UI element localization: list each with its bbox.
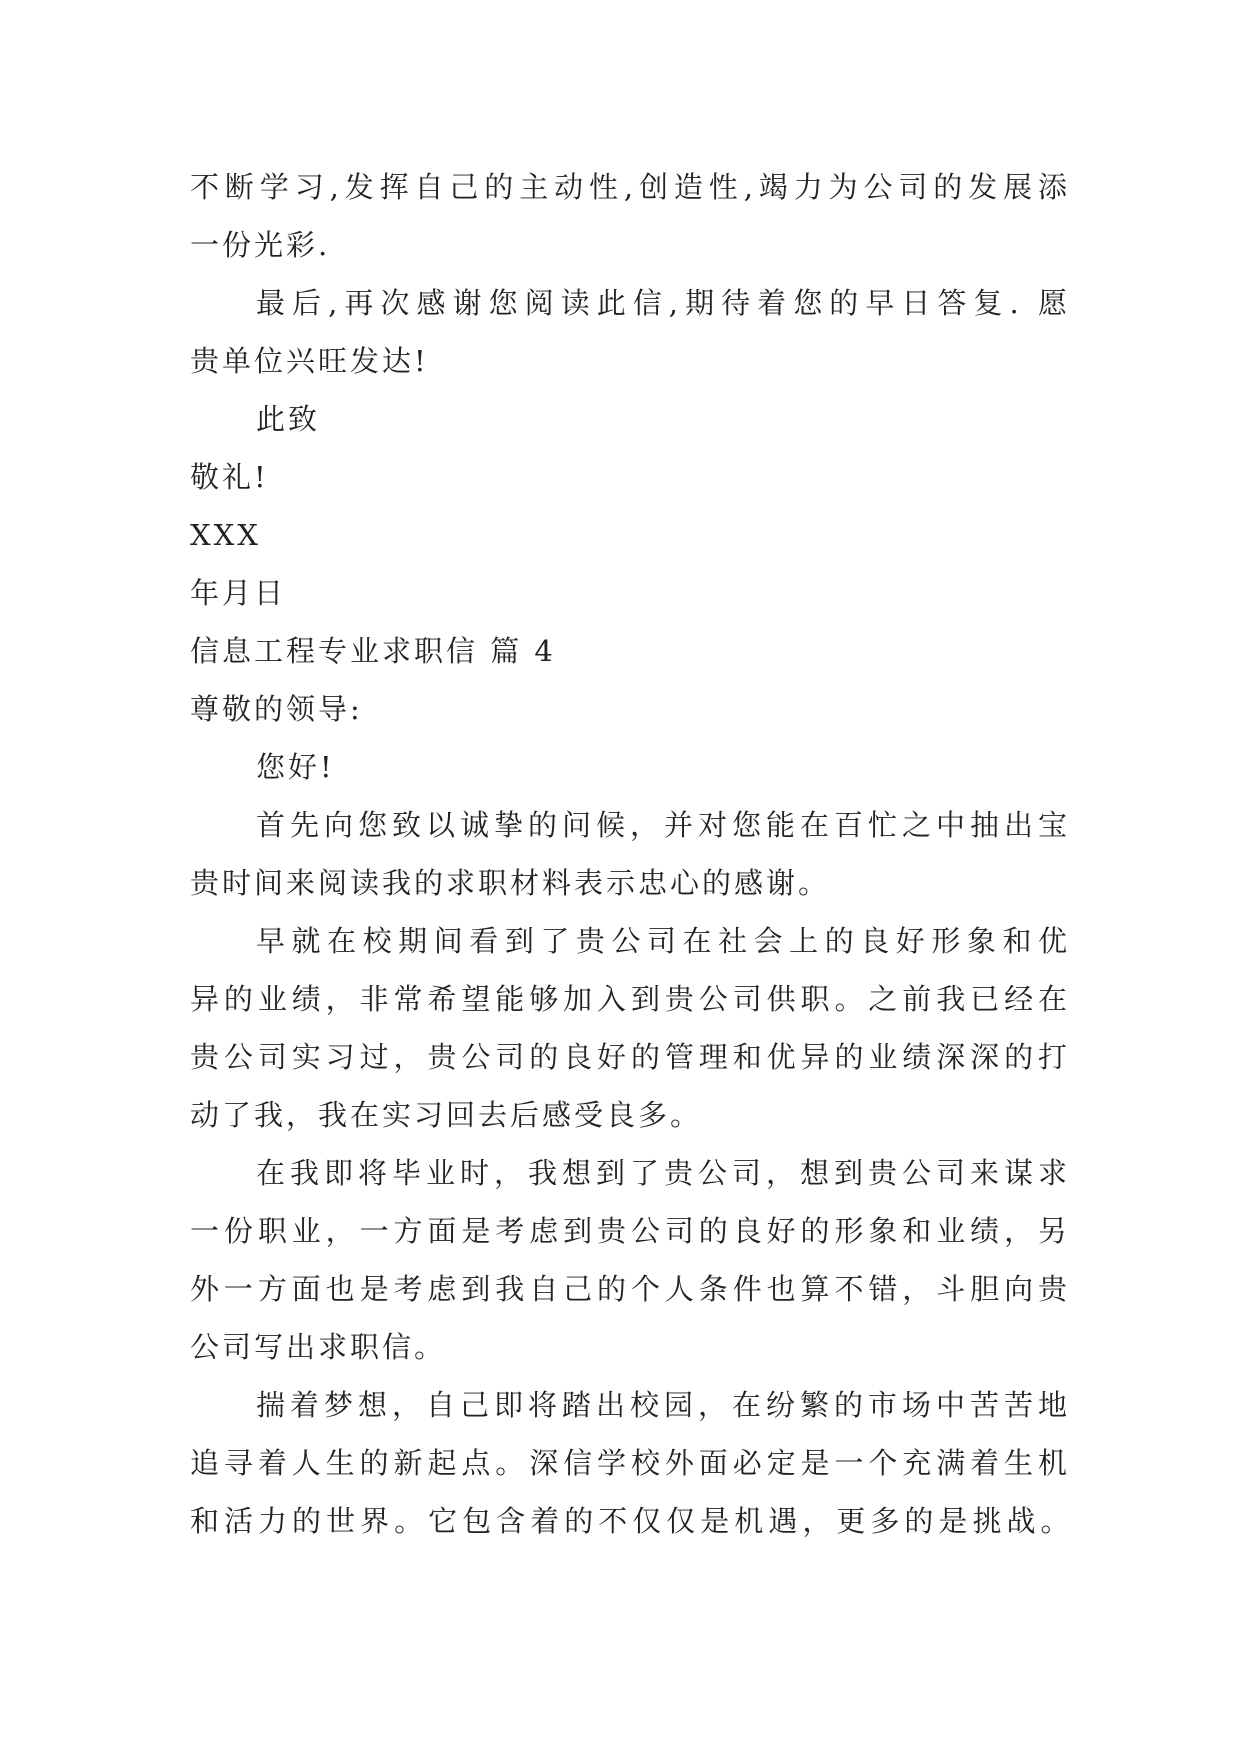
closing-regards: 敬礼!: [190, 460, 269, 494]
signature-name: XXX: [190, 518, 261, 552]
text-line: 异的业绩，非常希望能够加入到贵公司供职。之前我已经在: [190, 982, 1070, 1016]
greeting-recipient: 尊敬的领导:: [190, 692, 363, 726]
section-title: 信息工程专业求职信 篇 4: [190, 634, 556, 668]
paragraph-start-line: 早就在校期间看到了贵公司在社会上的良好形象和优: [256, 924, 1070, 958]
text-line: 贵公司实习过，贵公司的良好的管理和优异的业绩深深的打: [190, 1040, 1070, 1074]
text-line: 贵单位兴旺发达!: [190, 344, 429, 378]
text-line: 不断学习,发挥自己的主动性,创造性,竭力为公司的发展添: [190, 170, 1070, 204]
text-line: 贵时间来阅读我的求职材料表示忠心的感谢。: [190, 866, 831, 900]
text-line: 外一方面也是考虑到我自己的个人条件也算不错，斗胆向贵: [190, 1272, 1070, 1306]
paragraph-start-line: 首先向您致以诚挚的问候，并对您能在百忙之中抽出宝: [256, 808, 1070, 842]
text-line: 和活力的世界。它包含着的不仅仅是机遇，更多的是挑战。: [190, 1504, 1070, 1538]
letter-body: [190, 158, 1070, 1550]
text-line: 一份职业，一方面是考虑到贵公司的良好的形象和业绩，另: [190, 1214, 1070, 1248]
greeting: 您好!: [256, 750, 335, 784]
text-line: 公司写出求职信。: [190, 1330, 447, 1364]
paragraph-start-line: 揣着梦想，自己即将踏出校园，在纷繁的市场中苦苦地: [256, 1388, 1070, 1422]
text-line: 动了我，我在实习回去后感受良多。: [190, 1098, 703, 1132]
signature-date: 年月日: [190, 576, 287, 610]
text-line: 追寻着人生的新起点。深信学校外面必定是一个充满着生机: [190, 1446, 1070, 1480]
paragraph-start-line: 在我即将毕业时，我想到了贵公司，想到贵公司来谋求: [256, 1156, 1070, 1190]
text-line: 一份光彩.: [190, 228, 331, 262]
closing-salutation: 此致: [256, 402, 321, 436]
paragraph-start-line: 最后,再次感谢您阅读此信,期待着您的早日答复. 愿: [256, 286, 1070, 320]
